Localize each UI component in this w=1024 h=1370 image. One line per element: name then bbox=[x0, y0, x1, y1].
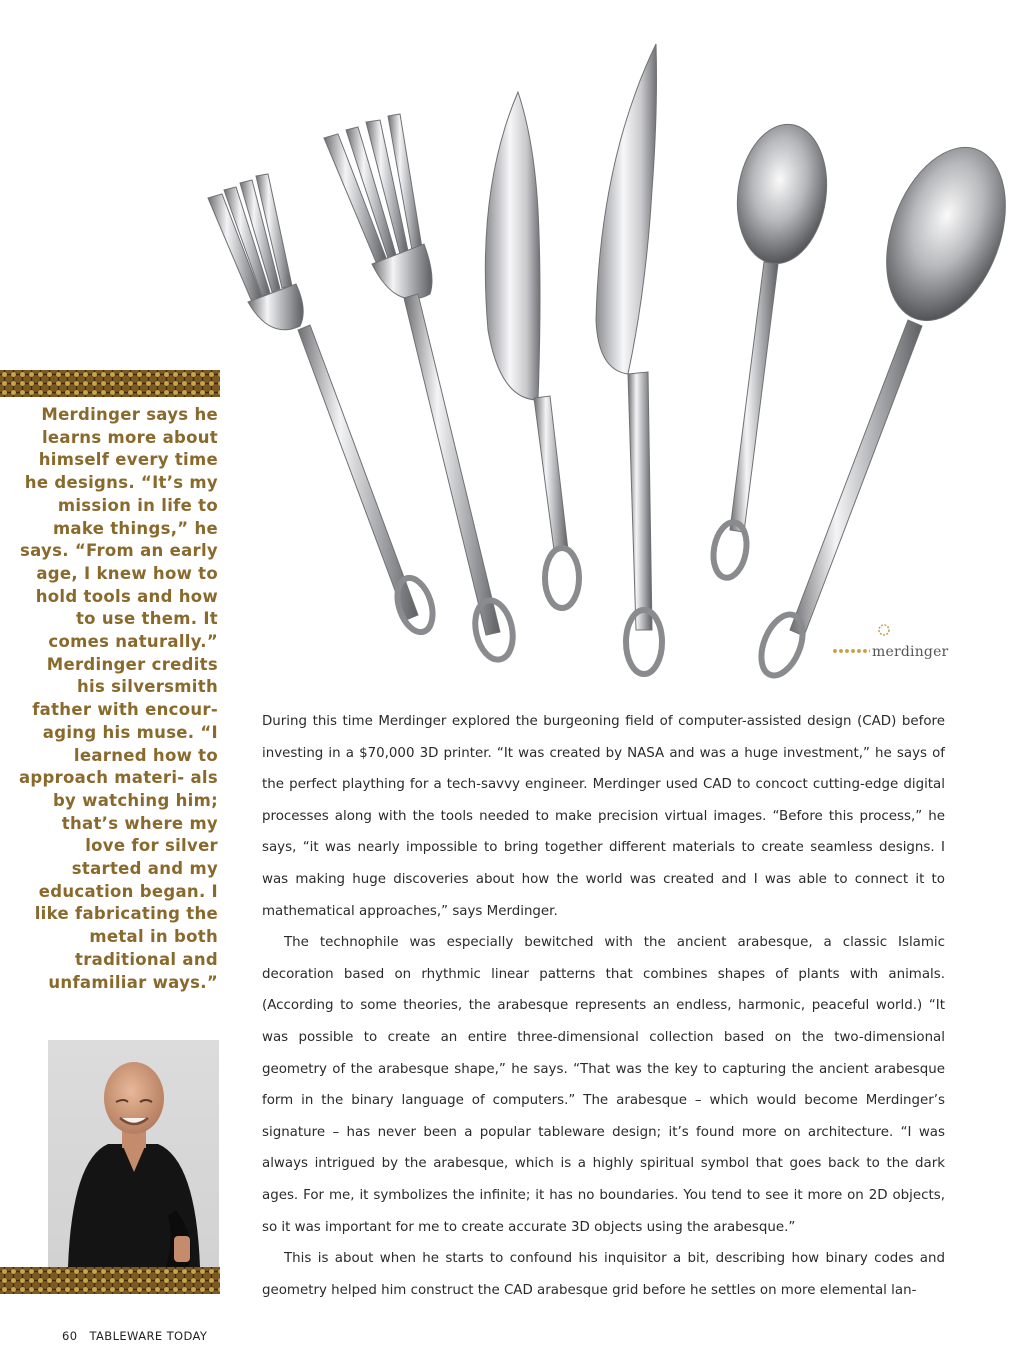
page-footer bbox=[62, 1329, 207, 1343]
decorative-pattern-bar-top bbox=[0, 370, 220, 397]
brand-logo bbox=[830, 622, 950, 662]
teaspoon bbox=[709, 119, 835, 581]
decorative-pattern-bar-bottom bbox=[0, 1267, 220, 1294]
logo-wordmark: merdinger bbox=[872, 644, 949, 660]
body-paragraph: During this time Merdinger explored the burgeoning field of computer-assisted design (CAD) before investing in a $70,000 3D printer. “It was created by NASA and was a huge investment,” he says of the perfect plaything for a tech-savvy engineer. Merdinger used CAD to concoct cutting-edge digital processes along with the tools needed to make precision virtual images. “Before this process,” he says, “it was nearly impossible to bring together different materials to create seamless designs. I was making huge discoveries about how the world was created and I was able to connect it to mathematical approaches,” says Merdinger. bbox=[262, 714, 945, 919]
sun-emblem-icon bbox=[876, 622, 892, 638]
publication-name: TABLEWARE TODAY bbox=[89, 1329, 208, 1343]
article-body bbox=[262, 706, 945, 1306]
dinner-knife bbox=[596, 44, 662, 674]
designer-portrait-photo bbox=[48, 1040, 219, 1267]
butter-knife bbox=[485, 92, 579, 608]
logo-dot-pattern bbox=[832, 648, 870, 654]
page-number: 60 bbox=[62, 1329, 78, 1343]
body-paragraph: The technophile was especially bewitched with the ancient arabesque, a classic Islamic decoration based on rhythmic linear patterns that combines shapes of plants with animals. (According to some theories, the arabesque represents an endless, harmonic, peaceful world.) “It was possible to create an entire three-dimensional collection based on the two-dimensional geometry of the arabesque shape,” he says. “That was the key to capturing the ancient arabesque form in the binary language of computers.” The arabesque – which would become Merdinger’s signature – has never been a popular tableware design; it’s found more on architecture. “I was always intrigued by the arabesque, which is a highly spiritual symbol that goes back to the dark ages. For me, it symbolizes the infinite; it has no boundaries. You tend to see it more on 2D objects, so it was important for me to create accurate 3D objects using the arabesque.” bbox=[262, 935, 945, 1235]
cutlery-photo bbox=[200, 30, 1024, 700]
pull-quote: Merdinger says he learns more about himself every time he designs. “It’s my mission in life to make things,” he says. “From an early age, I knew how to hold tools and how to use them. It comes naturally.” Merdinger credits his silversmith father with encour- aging his muse. “I learned how to approach materi- als by watching him; that’s where my love for silver started and my education began. I like fabricating the metal in both traditional and unfamiliar ways.” bbox=[18, 405, 218, 992]
body-paragraph: This is about when he starts to confound his inquisitor a bit, describing how binary codes and geometry helped him construct the CAD arabesque grid before he settles on more elemental lan- bbox=[262, 1251, 945, 1298]
